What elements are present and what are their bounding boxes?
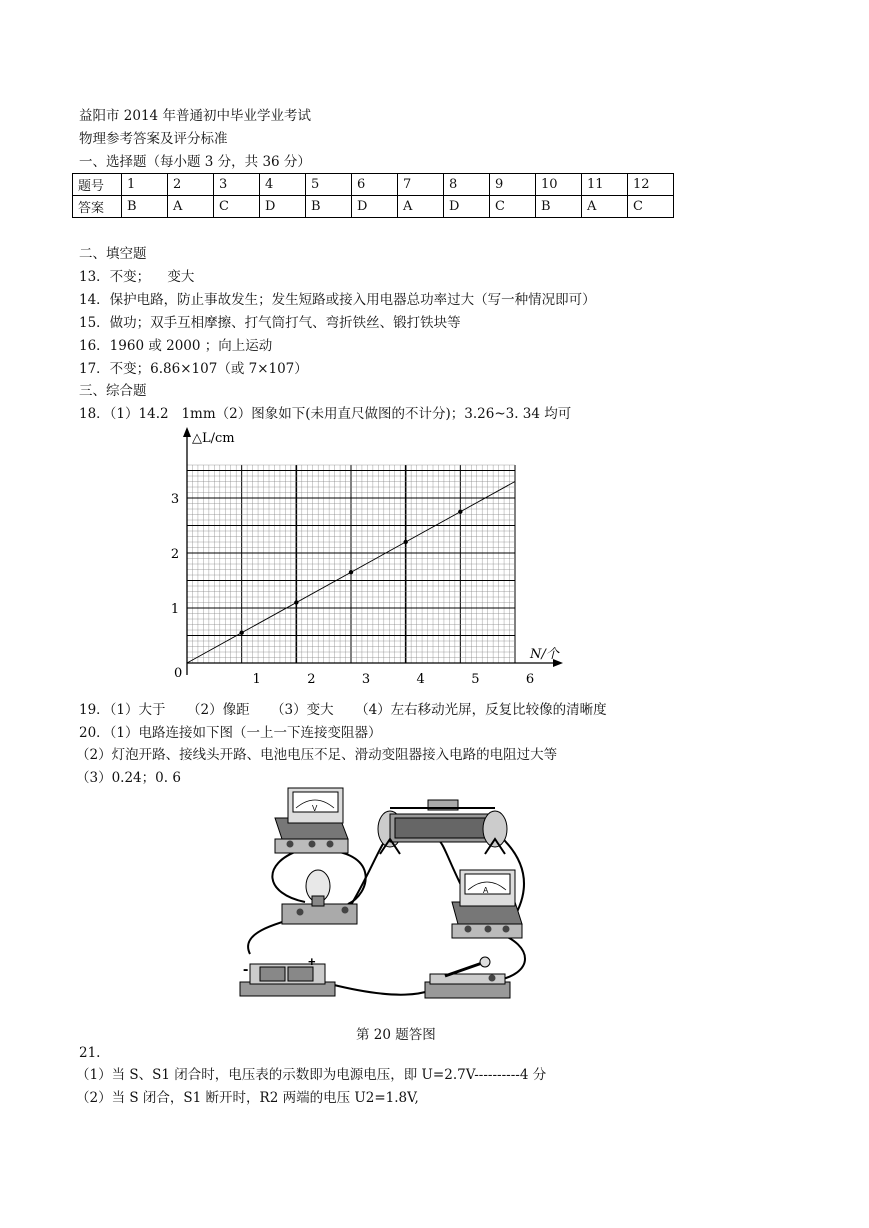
table-cell: 11 (582, 174, 628, 196)
y-tick-label: 2 (170, 547, 180, 562)
answer-20-2: （2）灯泡开路、接线头开路、电池电压不足、滑动变阻器接入电路的电阻过大等 (76, 747, 558, 763)
table-cell: 1 (122, 174, 168, 196)
table-cell: 5 (306, 174, 352, 196)
doc-title: 益阳市 2014 年普通初中毕业学业考试 (79, 108, 311, 124)
answer-21-1: （1）当 S、S1 闭合时，电压表的示数即为电源电压，即 U=2.7V----------4 分 (76, 1067, 547, 1083)
answer-17: 17．不变；6.86×107（或 7×107） (79, 361, 308, 377)
table-cell: D (444, 196, 490, 218)
y-axis-label: △L/cm (192, 431, 235, 446)
x-axis-label: N/个 (530, 647, 559, 662)
switch-icon (425, 957, 510, 998)
figure-caption: 第 20 题答图 (356, 1027, 436, 1043)
table-cell: A (582, 196, 628, 218)
table-row (73, 196, 674, 218)
table-cell: D (260, 196, 306, 218)
data-point (349, 570, 353, 574)
table-cell: 4 (260, 174, 306, 196)
answer-20-1: 20．（1）电路连接如下图（一上一下连接变阻器） (79, 725, 382, 741)
voltmeter-icon (275, 788, 348, 853)
table-cell: 10 (536, 174, 582, 196)
y-tick-label: 1 (170, 602, 180, 617)
ammeter-label: A (483, 886, 489, 895)
x-tick-label: 5 (471, 672, 480, 687)
circuit-diagram (230, 784, 560, 1009)
section2-heading: 二、填空题 (79, 246, 147, 262)
table-cell: 8 (444, 174, 490, 196)
table-cell: D (352, 196, 398, 218)
y-axis-arrow (183, 427, 191, 437)
answer-20-3: （3）0.24；0. 6 (76, 770, 181, 786)
table-cell: C (214, 196, 260, 218)
table-cell: C (628, 196, 674, 218)
table-cell: B (306, 196, 352, 218)
table-row (73, 174, 674, 196)
table-cell: 12 (628, 174, 674, 196)
section1-heading: 一、选择题（每小题 3 分，共 36 分） (79, 154, 311, 170)
table-cell: A (168, 196, 214, 218)
answer-21-2: （2）当 S 闭合，S1 断开时，R2 两端的电压 U2=1.8V, (76, 1090, 419, 1106)
battery-minus: - (243, 961, 249, 978)
table-cell: 7 (398, 174, 444, 196)
answer-19: 19．（1）大于 （2）像距 （3）变大 （4）左右移动光屏，反复比较像的清晰度 (79, 702, 607, 718)
answer-16: 16．1960 或 2000 ；向上运动 (79, 338, 273, 354)
y-tick-label: 3 (170, 492, 180, 507)
data-point (239, 631, 243, 635)
data-point (403, 540, 407, 544)
row-label: 题号 (73, 174, 122, 196)
chart-grid (187, 465, 515, 663)
answer-13: 13．不变； 变大 (79, 269, 195, 285)
table-cell: 2 (168, 174, 214, 196)
row-label: 答案 (73, 196, 122, 218)
section3-heading: 三、综合题 (79, 383, 147, 399)
table-cell: B (122, 196, 168, 218)
lamp-icon (282, 870, 357, 924)
answer-table (72, 173, 674, 218)
table-cell: C (490, 196, 536, 218)
answer-18: 18．（1）14.2 1mm（2）图象如下(未用直尺做图的不计分)；3.26~3. 34 均可 (79, 406, 572, 422)
x-tick-label: 1 (252, 672, 261, 687)
battery-plus: + (308, 954, 316, 969)
voltmeter-label: V (312, 804, 318, 813)
origin-label: 0 (174, 666, 183, 681)
data-point (458, 510, 462, 514)
answer-14: 14．保护电路，防止事故发生；发生短路或接入用电器总功率过大（写一种情况即可） (79, 292, 596, 308)
doc-subtitle: 物理参考答案及评分标准 (79, 131, 228, 147)
x-tick-label: 2 (307, 672, 316, 687)
data-point (294, 600, 298, 604)
table-cell: A (398, 196, 444, 218)
answer-21: 21. (79, 1045, 101, 1061)
table-cell: 9 (490, 174, 536, 196)
answer-15: 15．做功；双手互相摩擦、打气筒打气、弯折铁丝、锻打铁块等 (79, 315, 461, 331)
deformation-chart (160, 425, 580, 690)
ammeter-icon (452, 870, 522, 938)
table-cell: 3 (214, 174, 260, 196)
table-cell: B (536, 196, 582, 218)
x-tick-label: 3 (361, 672, 371, 687)
x-tick-label: 4 (416, 672, 425, 687)
x-tick-label: 6 (525, 672, 535, 687)
table-cell: 6 (352, 174, 398, 196)
battery-icon (240, 954, 335, 996)
